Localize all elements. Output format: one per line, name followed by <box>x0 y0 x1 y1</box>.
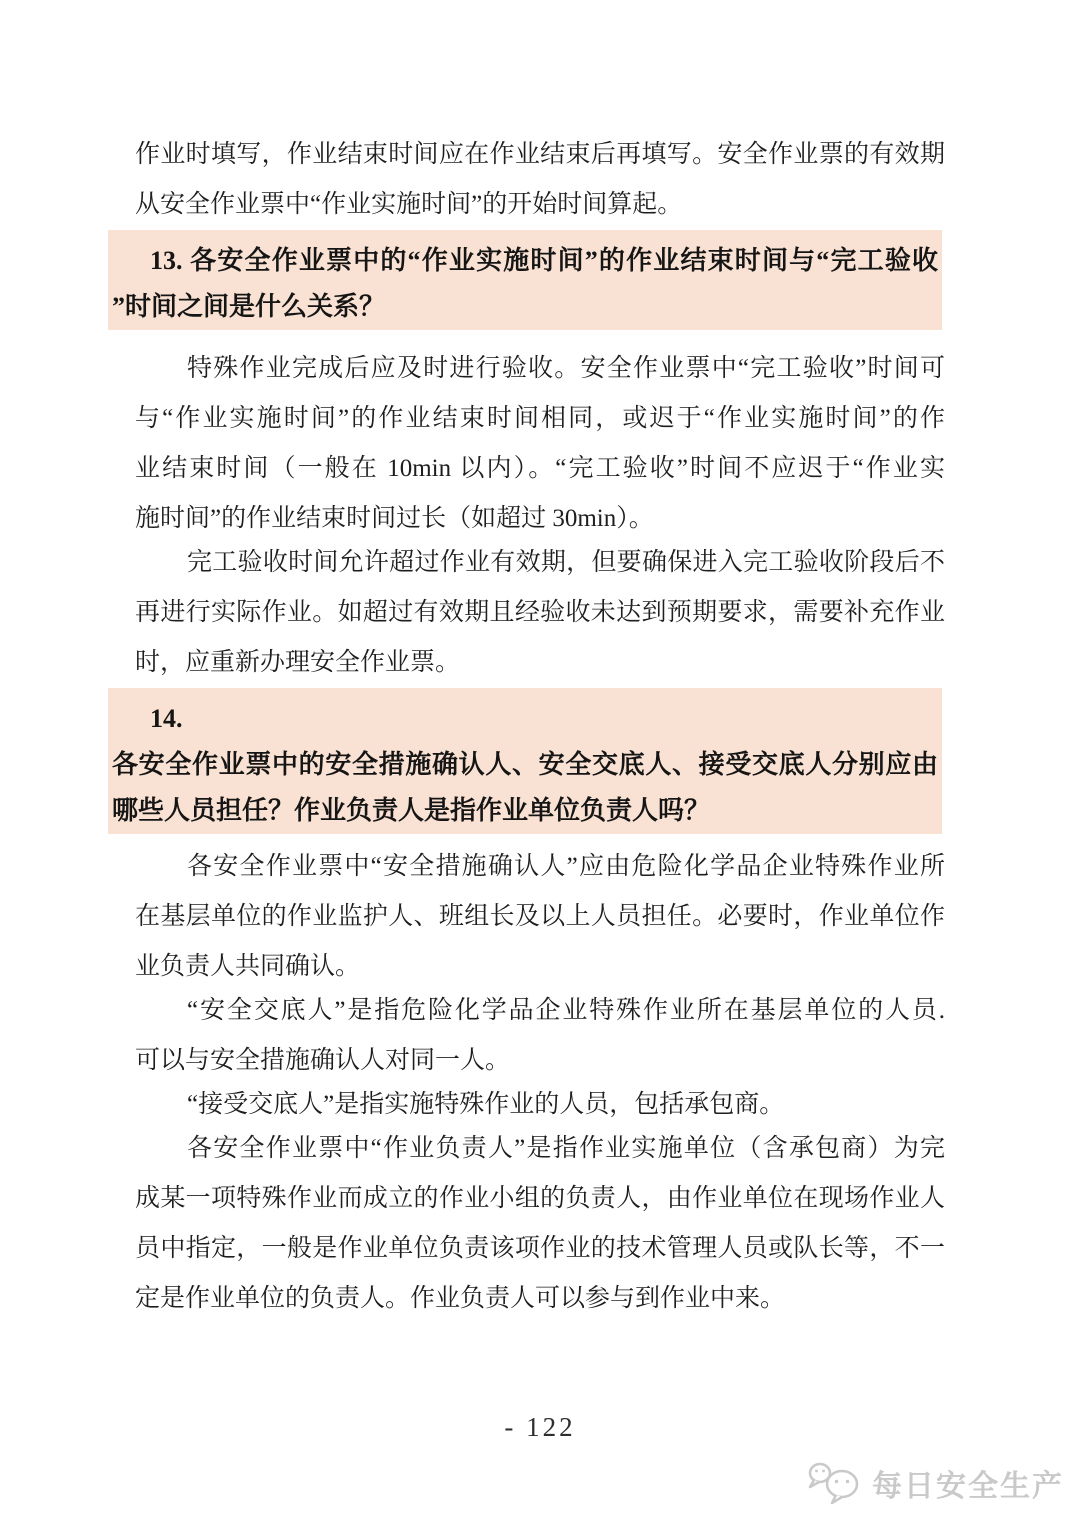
answer-13-paragraph-1 <box>135 344 945 544</box>
document-content <box>112 130 945 1324</box>
text-line: “接受交底人”是指实施特殊作业的人员，包括承包商。 <box>187 1091 785 1118</box>
text-line: 业负责人共同确认。 <box>135 953 361 980</box>
text-line: 再进行实际作业。如超过有效期且经验收未达到预期要求，需要补充作业 <box>135 599 945 626</box>
question-14-heading <box>108 688 942 834</box>
text-line: 与“作业实施时间”的作业结束时间相同，或迟于“作业实施时间”的作 <box>135 405 945 432</box>
text-line: ”时间之间是什么关系？ <box>112 292 386 321</box>
text-line: 定是作业单位的负责人。作业负责人可以参与到作业中来。 <box>135 1285 786 1312</box>
text-line: 特殊作业完成后应及时进行验收。安全作业票中“完工验收”时间可 <box>187 355 945 382</box>
text-line: 各安全作业票中“安全措施确认人”应由危险化学品企业特殊作业所 <box>187 853 945 880</box>
answer-14-paragraph-2 <box>135 986 945 1086</box>
text-line: 业结束时间（一般在 10min 以内）。“完工验收”时间不应迟于“作业实 <box>135 455 945 482</box>
answer-14-paragraph-3 <box>135 1080 945 1130</box>
text-line: 时，应重新办理安全作业票。 <box>135 649 461 676</box>
text-line: 完工验收时间允许超过作业有效期，但要确保进入完工验收阶段后不 <box>187 549 945 576</box>
text-line: 各安全作业票中“作业负责人”是指作业实施单位（含承包商）为完 <box>187 1135 945 1162</box>
text-line: 从安全作业票中“作业实施时间”的开始时间算起。 <box>135 191 683 218</box>
text-line: 13. 各安全作业票中的“作业实施时间”的作业结束时间与“完工验收 <box>150 246 938 275</box>
text-line: 14. <box>150 704 183 733</box>
wechat-icon <box>806 1458 864 1508</box>
text-line: “安全交底人”是指危险化学品企业特殊作业所在基层单位的人员. <box>187 997 945 1024</box>
watermark-label: 每日安全生产 <box>872 1470 1064 1503</box>
text-line: 施时间”的作业结束时间过长（如超过 30min）。 <box>135 505 654 532</box>
text-line: 哪些人员担任？作业负责人是指作业单位负责人吗？ <box>112 796 711 825</box>
text-line: 可以与安全措施确认人对同一人。 <box>135 1047 511 1074</box>
question-13-heading <box>108 230 942 330</box>
watermark <box>806 1458 1064 1508</box>
answer-14-paragraph-4 <box>135 1124 945 1324</box>
answer-14-paragraph-1 <box>135 842 945 992</box>
text-line: 在基层单位的作业监护人、班组长及以上人员担任。必要时，作业单位作 <box>135 903 945 930</box>
page-number: - 122 <box>504 1412 576 1442</box>
text-line: 员中指定，一般是作业单位负责该项作业的技术管理人员或队长等，不一 <box>135 1235 945 1262</box>
text-line: 各安全作业票中的安全措施确认人、安全交底人、接受交底人分别应由 <box>112 750 938 779</box>
answer-13-paragraph-2 <box>135 538 945 688</box>
text-line: 作业时填写，作业结束时间应在作业结束后再填写。安全作业票的有效期 <box>135 141 945 168</box>
intro-paragraph <box>135 130 945 230</box>
text-line: 成某一项特殊作业而成立的作业小组的负责人，由作业单位在现场作业人 <box>135 1185 945 1212</box>
